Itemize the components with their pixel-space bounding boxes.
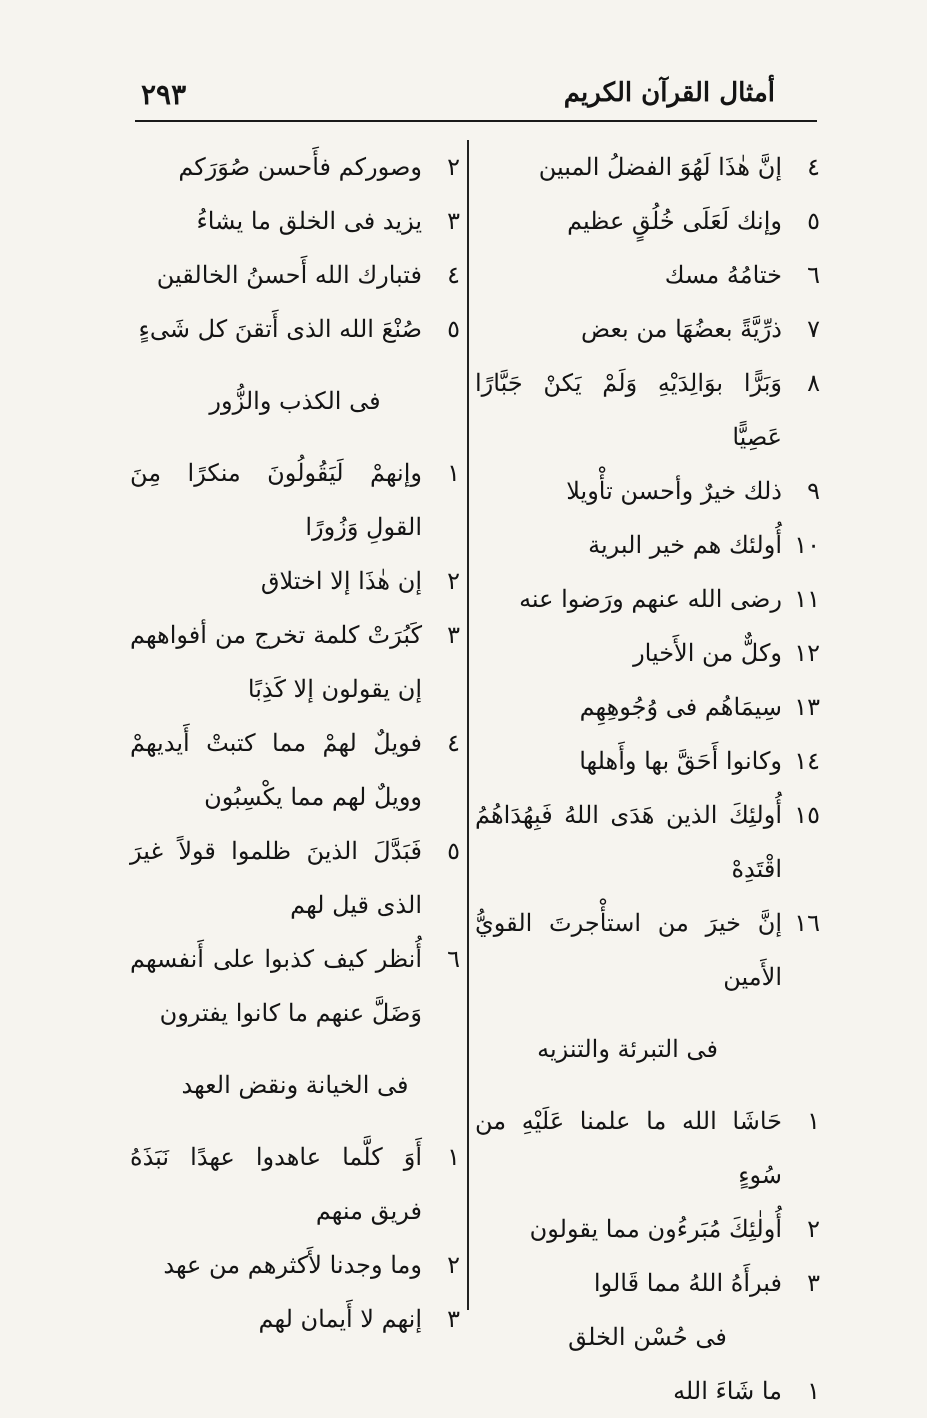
verse-list <box>130 1130 460 1346</box>
verse-item <box>475 572 820 626</box>
verse-number: ٣ <box>807 1269 820 1297</box>
verse-text: وكانوا أَحَقَّ بها وأَهلها <box>579 747 782 775</box>
verse-number: ٤ <box>447 729 460 757</box>
verse-item <box>475 1364 820 1418</box>
verse-item <box>475 302 820 356</box>
verse-number: ٦ <box>807 261 820 289</box>
verse-text: وما وجدنا لأَكثرهم من عهد <box>163 1251 422 1279</box>
verse-item <box>475 896 820 1004</box>
column-divider <box>467 140 469 1310</box>
verse-number: ٢ <box>447 567 460 595</box>
verse-item <box>475 734 820 788</box>
verse-text: إنَّ هٰذَا لَهُوَ الفضلُ المبين <box>538 153 782 181</box>
verse-number: ٣ <box>447 1305 460 1333</box>
verse-item <box>130 932 460 1040</box>
verse-number: ١٥ <box>794 801 820 829</box>
verse-text: إنهم لا أَيمان لهم <box>258 1305 422 1333</box>
verse-item <box>475 248 820 302</box>
verse-number: ١٣ <box>794 693 820 721</box>
section-heading: فى الكذب والزُّور <box>209 387 381 415</box>
verse-text: ما شَاءَ الله <box>673 1377 782 1405</box>
verse-number: ٣ <box>447 621 460 649</box>
verse-item <box>475 680 820 734</box>
verse-number: ٥ <box>447 315 460 343</box>
verse-item <box>475 626 820 680</box>
verse-list <box>130 446 460 1040</box>
verse-text: إن هٰذَا إلا اختلاق <box>260 567 422 595</box>
page-header <box>135 72 815 116</box>
verse-number: ١١ <box>794 585 820 613</box>
verse-text: فبرأَهُ اللهُ مما قَالوا <box>593 1269 782 1297</box>
verse-number: ١٦ <box>794 909 820 937</box>
verse-item <box>130 302 460 356</box>
verse-number: ٧ <box>807 315 820 343</box>
verse-number: ٨ <box>807 369 820 397</box>
verse-item <box>130 608 460 716</box>
verse-item <box>130 554 460 608</box>
verse-item <box>475 1256 820 1310</box>
verse-item <box>475 518 820 572</box>
verse-text: ذرِّيَّةً بعضُهَا من بعض <box>581 315 782 343</box>
verse-text: يزيد فى الخلق ما يشاءُ <box>196 207 422 235</box>
verse-text: فتبارك الله أَحسنُ الخالقين <box>156 261 422 289</box>
verse-list <box>475 140 820 1004</box>
verse-list <box>130 140 460 356</box>
verse-text: وإنك لَعَلَى خُلُقٍ عظيم <box>567 207 782 235</box>
verse-item <box>475 356 820 464</box>
verse-number: ٢ <box>447 1251 460 1279</box>
verse-item <box>475 464 820 518</box>
verse-text: إنَّ خيرَ من استأْجرتَ القويُّ الأَمين <box>475 909 782 991</box>
verse-item <box>130 824 460 932</box>
verse-item <box>475 1202 820 1256</box>
verse-text: أَوَ كلَّما عاهدوا عهدًا نَبَذَهُ فريق منهم <box>130 1143 422 1225</box>
verse-number: ٢ <box>447 153 460 181</box>
verse-number: ٦ <box>447 945 460 973</box>
verse-number: ٣ <box>447 207 460 235</box>
verse-number: ٥ <box>447 837 460 865</box>
verse-text: أُولٰئِكَ مُبَرءُون مما يقولون <box>529 1215 782 1243</box>
right-column <box>475 140 820 1418</box>
verse-item <box>475 140 820 194</box>
verse-list <box>475 1094 820 1310</box>
verse-number: ١ <box>807 1377 820 1405</box>
verse-number: ٢ <box>807 1215 820 1243</box>
verse-item <box>130 248 460 302</box>
verse-text: ذلك خيرٌ وأحسن تأْويلا <box>566 477 782 505</box>
verse-text: وإنهمْ لَيَقُولُونَ منكرًا مِنَ القولِ وَزُورًا <box>130 459 422 541</box>
verse-item <box>130 194 460 248</box>
verse-item <box>130 1238 460 1292</box>
section-heading: فى التبرئة والتنزيه <box>537 1035 718 1063</box>
verse-item <box>130 716 460 824</box>
header-rule <box>135 120 817 122</box>
verse-number: ١٢ <box>794 639 820 667</box>
verse-item <box>130 140 460 194</box>
verse-item <box>130 1130 460 1238</box>
verse-text: أُولئك هم خير البرية <box>588 531 782 559</box>
verse-item <box>130 1292 460 1346</box>
verse-text: أُنظر كيف كذبوا على أَنفسهم وَضَلَّ عنهم ما كانوا يفترون <box>130 945 422 1027</box>
verse-text: رضى الله عنهم ورَضوا عنه <box>519 585 782 613</box>
verse-text: كَبُرَتْ كلمة تخرج من أفواههم إن يقولون إلا كَذِبًا <box>130 621 422 703</box>
verse-item <box>130 446 460 554</box>
verse-text: وَبَرًّا بوَالِدَيْهِ وَلَمْ يَكنْ جَبَّارًا عَصِيًّا <box>475 369 782 451</box>
verse-number: ١ <box>447 459 460 487</box>
verse-list <box>475 1364 820 1418</box>
verse-text: وكلٌّ من الأَخيار <box>633 639 782 667</box>
page-number: ٢٩٣ <box>141 78 187 111</box>
verse-text: فَبَدَّلَ الذينَ ظلموا قولاً غيرَ الذى قيل لهم <box>130 837 422 919</box>
page-title: أمثال القرآن الكريم <box>563 78 775 108</box>
section-heading: فى الخيانة ونقض العهد <box>181 1071 409 1099</box>
verse-number: ٤ <box>447 261 460 289</box>
section-heading: فى حُسْن الخلق <box>568 1323 727 1351</box>
verse-text: صُنْعَ الله الذى أَتقنَ كل شَىءٍ <box>138 315 422 343</box>
verse-number: ١ <box>447 1143 460 1171</box>
verse-number: ١٤ <box>794 747 820 775</box>
verse-number: ١ <box>807 1107 820 1135</box>
verse-number: ٩ <box>807 477 820 505</box>
verse-item <box>475 1094 820 1202</box>
verse-text: أُولئِكَ الذين هَدَى اللهُ فَبِهُدَاهُمُ اقْتَدِهْ <box>475 801 782 883</box>
verse-number: ١٠ <box>794 531 820 559</box>
verse-text: سِيمَاهُم فى وُجُوهِهِم <box>579 693 782 721</box>
left-column <box>130 140 460 1346</box>
verse-text: حَاشَا الله ما علمنا عَلَيْهِ من سُوءٍ <box>475 1107 782 1189</box>
verse-text: وصوركم فأَحسن صُوَرَكم <box>178 153 422 181</box>
verse-item <box>475 788 820 896</box>
verse-item <box>475 194 820 248</box>
verse-number: ٥ <box>807 207 820 235</box>
verse-text: فويلٌ لهمْ مما كتبتْ أَيديهمْ وويلٌ لهم مما يكْسِبُون <box>130 729 422 811</box>
verse-number: ٤ <box>807 153 820 181</box>
verse-text: ختامُهُ مسك <box>664 261 782 289</box>
